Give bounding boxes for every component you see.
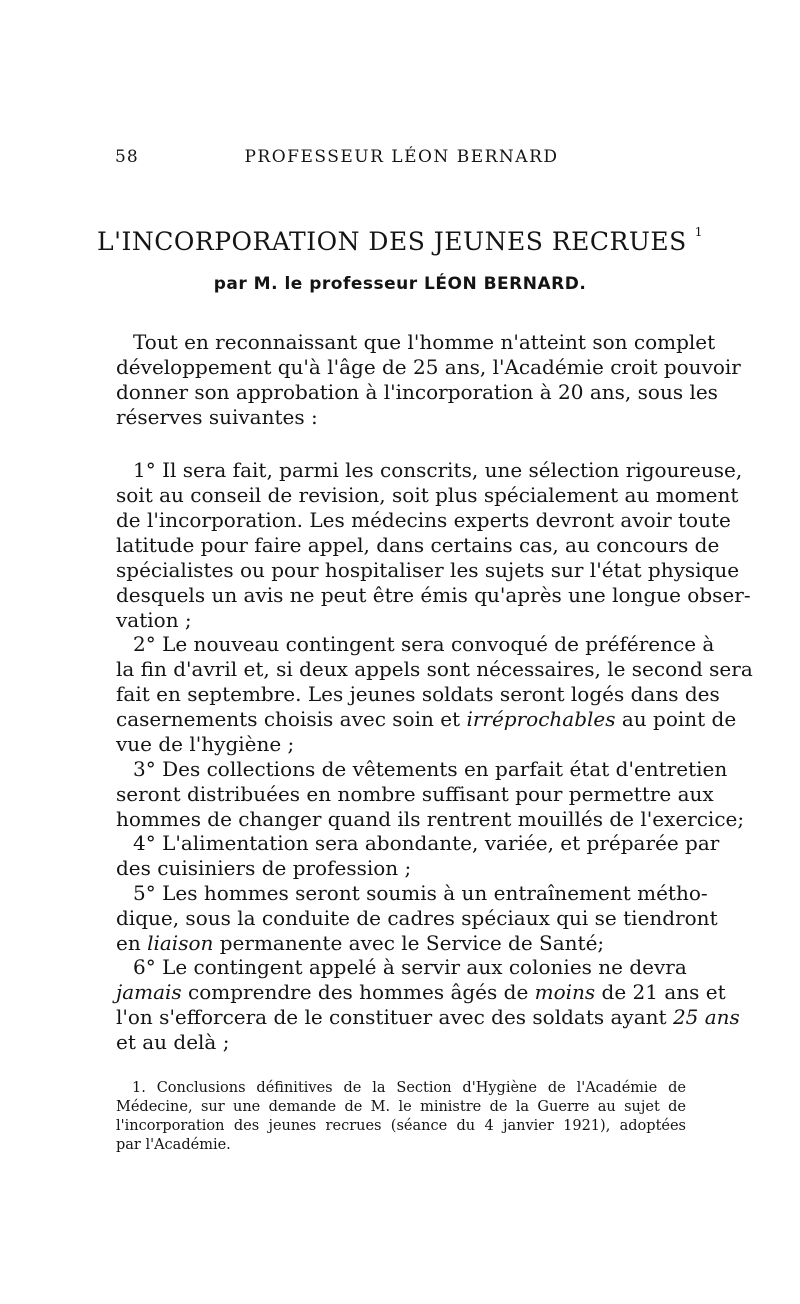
text-line: seront distribuées en nombre suffisant pour permettre aux: [116, 782, 714, 806]
text-run: de 21 ans et: [595, 980, 726, 1004]
text-run: permanente avec le Service de Santé;: [213, 931, 605, 955]
text-line: spécialistes ou pour hospitaliser les sujets sur l'état physique: [116, 558, 740, 582]
footnote-line: 1. Conclusions définitives de la Section d'Hygiène de l'Académie de: [132, 1080, 686, 1096]
text-line: vue de l'hygiène ;: [116, 732, 295, 756]
footnote-marker: 1: [694, 225, 703, 239]
text-line: de l'incorporation. Les médecins experts devront avoir toute: [116, 508, 731, 532]
item-3-paragraph: [116, 757, 745, 832]
text-line: 3° Des collections de vêtements en parfait état d'entretien: [133, 757, 728, 781]
byline: par M. le professeur LÉON BERNARD.: [213, 274, 587, 294]
emphasis-text: 25 ans: [672, 1005, 740, 1029]
emphasis-text: irréprochables: [466, 707, 616, 731]
running-header: [115, 147, 688, 173]
running-title: PROFESSEUR LÉON BERNARD: [244, 147, 559, 167]
text-line: la fin d'avril et, si deux appels sont nécessaires, le second sera: [116, 657, 753, 681]
footnote-line: l'incorporation des jeunes recrues (séance du 4 janvier 1921), adoptées: [116, 1118, 686, 1134]
text-line: [116, 707, 737, 732]
item-4-paragraph: [116, 831, 720, 881]
text-line: [116, 931, 686, 956]
text-line: hommes de changer quand ils rentrent mouillés de l'exercice;: [116, 807, 745, 831]
text-line: 6° Le contingent appelé à servir aux colonies ne devra: [133, 955, 687, 979]
text-line: Tout en reconnaissant que l'homme n'atteint son complet: [133, 330, 716, 354]
text-line: donner son approbation à l'incorporation à 20 ans, sous les: [116, 380, 718, 404]
text-line: latitude pour faire appel, dans certains cas, au concours de: [116, 533, 720, 557]
text-line: 1° Il sera fait, parmi les conscrits, une sélection rigoureuse,: [133, 458, 743, 482]
text-line: réserves suivantes :: [116, 405, 318, 429]
footnote: [116, 1079, 686, 1155]
text-line: 5° Les hommes seront soumis à un entraînement métho-: [133, 881, 708, 905]
article-title-text: L'INCORPORATION DES JEUNES RECRUES: [97, 227, 687, 256]
text-run: comprendre des hommes âgés de: [181, 980, 535, 1004]
footnote-line: Médecine, sur une demande de M. le ministre de la Guerre au sujet de: [116, 1099, 686, 1115]
text-run: en: [116, 931, 148, 955]
text-line: 4° L'alimentation sera abondante, variée, et préparée par: [133, 831, 720, 855]
text-line: vation ;: [116, 608, 192, 632]
text-run: l'on s'efforcera de le constituer avec des soldats ayant: [116, 1005, 673, 1029]
page-number: 58: [115, 147, 139, 167]
text-run: casernements choisis avec soin et: [116, 707, 467, 731]
text-line: 2° Le nouveau contingent sera convoqué de préférence à: [133, 632, 715, 656]
item-2-paragraph: [116, 632, 753, 757]
emphasis-text: jamais: [116, 980, 182, 1004]
text-run: au point de: [615, 707, 737, 731]
text-line: soit au conseil de revision, soit plus spécialement au moment: [116, 483, 739, 507]
text-line: et au delà ;: [116, 1030, 230, 1054]
text-line: fait en septembre. Les jeunes soldats seront logés dans des: [116, 682, 720, 706]
item-5-paragraph: [116, 881, 718, 956]
text-line: dique, sous la conduite de cadres spéciaux qui se tiendront: [116, 906, 718, 930]
article-title: [60, 225, 740, 256]
text-line: des cuisiniers de profession ;: [116, 856, 412, 880]
intro-paragraph: [116, 330, 741, 430]
text-line: [116, 980, 726, 1005]
footnote-line: par l'Académie.: [116, 1137, 231, 1153]
emphasis-text: liaison: [147, 931, 214, 955]
item-6-paragraph: [116, 955, 740, 1055]
item-1-paragraph: [116, 458, 751, 633]
text-line: [116, 1005, 740, 1030]
text-line: développement qu'à l'âge de 25 ans, l'Académie croit pouvoir: [116, 355, 741, 379]
emphasis-text: moins: [534, 980, 596, 1004]
text-line: desquels un avis ne peut être émis qu'après une longue obser-: [116, 583, 751, 607]
